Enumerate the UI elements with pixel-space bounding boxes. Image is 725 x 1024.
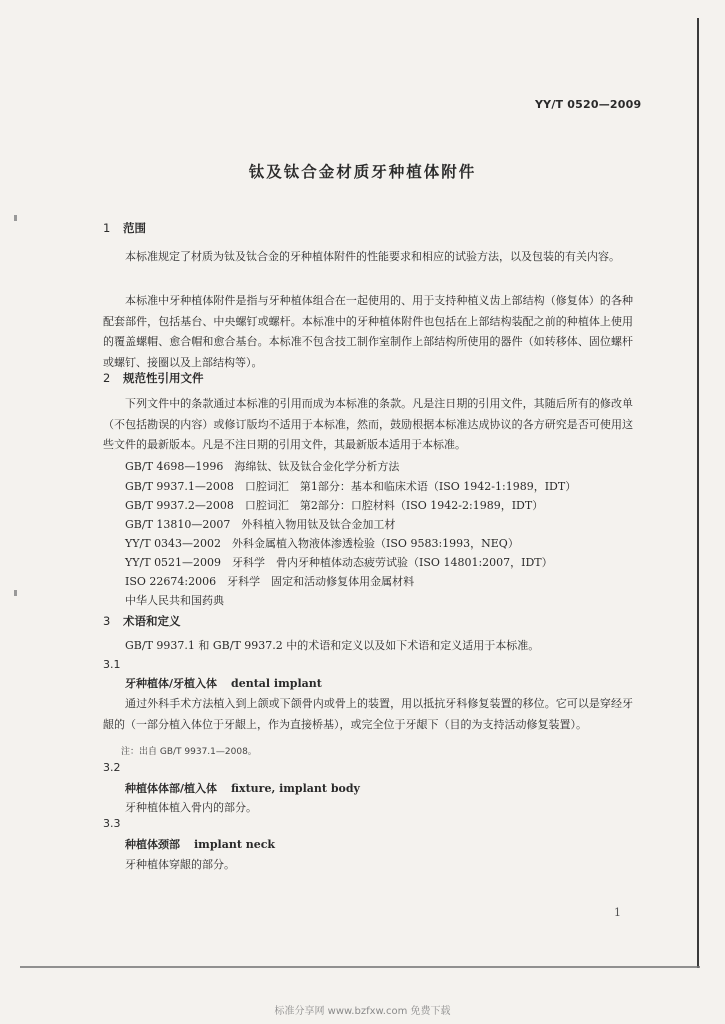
term-note: 注：出自 GB/T 9937.1—2008。 <box>121 747 257 757</box>
section-2-heading <box>103 370 204 386</box>
section-number: 3 <box>103 614 111 628</box>
term-entry <box>125 780 360 796</box>
term-chinese: 牙种植体/牙植入体 <box>125 677 218 690</box>
standard-number: YY/T 0520—2009 <box>535 98 642 111</box>
page-number: 1 <box>614 906 621 919</box>
section-number: 1 <box>103 221 111 235</box>
section-title: 规范性引用文件 <box>123 371 204 385</box>
clause-number: 3.3 <box>103 817 121 830</box>
bottom-rule <box>20 966 700 968</box>
term-chinese: 种植体体部/植入体 <box>125 782 218 795</box>
section-1-paragraph-2: 本标准中牙种植体附件是指与牙种植体组合在一起使用的、用于支持种植义齿上部结构（修复体）的各种配套部件，包括基台、中央螺钉或螺杆。本标准中的牙种植体附件也包括在上部结构装配之前的种植体上使用的覆盖螺帽、愈合帽和愈合基台。本标准不包含技工制作室制作上部结构所使用的器件（如转移体、固位螺杆或螺钉、接圈以及上部结构等）。 <box>103 294 633 369</box>
section-1-paragraph-1: 本标准规定了材质为钛及钛合金的牙种植体附件的性能要求和相应的试验方法，以及包装的有关内容。 <box>125 250 620 263</box>
section-3-heading <box>103 613 181 629</box>
document-title: 钛及钛合金材质牙种植体附件 <box>248 163 477 181</box>
reference-item: YY/T 0343—2002 外科金属植入物液体渗透检验（ISO 9583:1993，NEQ） <box>125 537 519 550</box>
section-2-paragraph-1: 下列文件中的条款通过本标准的引用而成为本标准的条款。凡是注日期的引用文件，其随后所有的修改单（不包括勘误的内容）或修订版均不适用于本标准，然而，鼓励根据本标准达成协议的各方研究是否可使用这些文件的最新版本。凡是不注日期的引用文件，其最新版本适用于本标准。 <box>103 397 633 451</box>
section-title: 术语和定义 <box>123 614 181 628</box>
section-3-paragraph-1: GB/T 9937.1 和 GB/T 9937.2 中的术语和定义以及如下术语和定义适用于本标准。 <box>125 639 540 652</box>
term-english: fixture, implant body <box>231 782 360 795</box>
clause-number: 3.1 <box>103 658 121 671</box>
reference-item: YY/T 0521—2009 牙科学 骨内牙种植体动态疲劳试验（ISO 14801:2007，IDT） <box>125 556 553 569</box>
term-definition: 通过外科手术方法植入到上颌或下颌骨内或骨上的装置，用以抵抗牙科修复装置的移位。它可以是穿经牙龈的（一部分植入体位于牙龈上，作为直接桥基），或完全位于牙龈下（目的为支持活动修复装置）。 <box>103 697 633 731</box>
term-entry <box>125 675 322 691</box>
section-title: 范围 <box>123 221 146 235</box>
reference-item: ISO 22674:2006 牙科学 固定和活动修复体用金属材料 <box>125 575 415 588</box>
reference-item: 中华人民共和国药典 <box>125 594 224 607</box>
watermark-footer: 标准分享网 www.bzfxw.com 免费下载 <box>274 1006 451 1017</box>
reference-item: GB/T 13810—2007 外科植入物用钛及钛合金加工材 <box>125 518 396 531</box>
margin-tick <box>14 590 17 596</box>
term-english: implant neck <box>194 838 276 851</box>
section-number: 2 <box>103 371 111 385</box>
term-definition: 牙种植体植入骨内的部分。 <box>125 801 257 814</box>
reference-item: GB/T 4698—1996 海绵钛、钛及钛合金化学分析方法 <box>125 460 400 473</box>
term-english: dental implant <box>231 677 322 690</box>
reference-item: GB/T 9937.1—2008 口腔词汇 第1部分：基本和临床术语（ISO 1942-1:1989，IDT） <box>125 480 577 493</box>
section-1-heading <box>103 220 146 236</box>
margin-tick <box>14 215 17 221</box>
reference-item: GB/T 9937.2—2008 口腔词汇 第2部分：口腔材料（ISO 1942-2:1989，IDT） <box>125 499 544 512</box>
term-entry <box>125 836 275 852</box>
clause-number: 3.2 <box>103 761 121 774</box>
term-chinese: 种植体颈部 <box>125 838 180 851</box>
term-definition: 牙种植体穿龈的部分。 <box>125 858 235 871</box>
